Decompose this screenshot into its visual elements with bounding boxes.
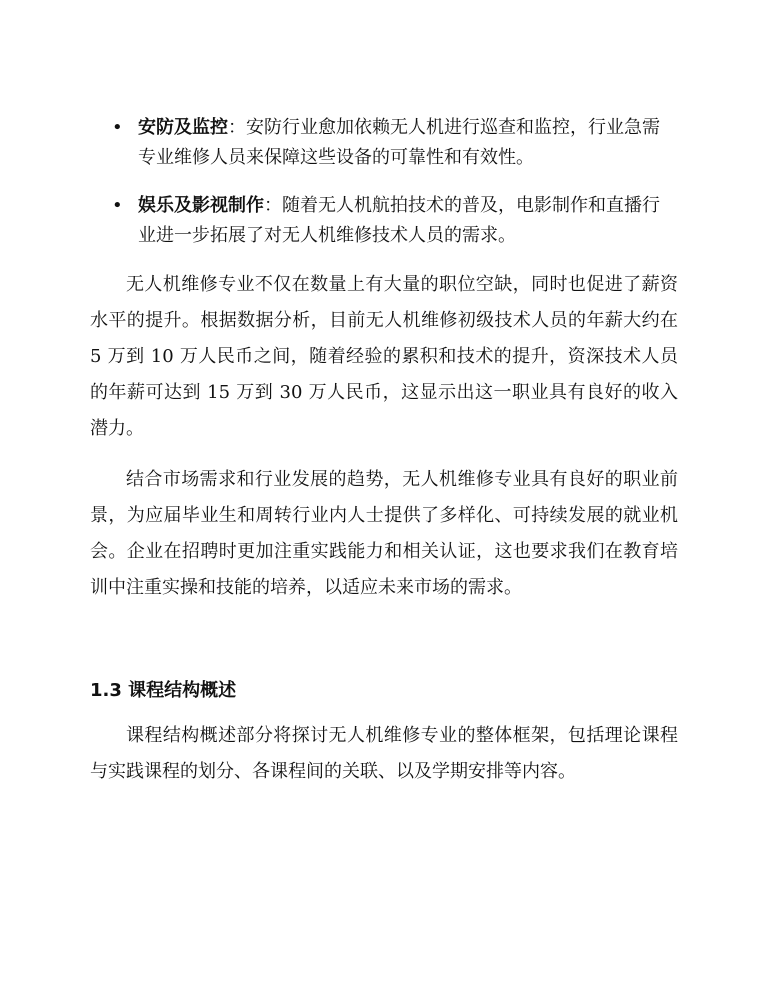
- bullet-dot: •: [112, 195, 123, 216]
- paragraph-course-structure: 课程结构概述部分将探讨无人机维修专业的整体框架，包括理论课程与实践课程的划分、各课程间的关联、以及学期安排等内容。: [90, 725, 678, 782]
- paragraph-prospects: 结合市场需求和行业发展的趋势，无人机维修专业具有良好的职业前景，为应届毕业生和周转行业内人士提供了多样化、可持续发展的就业机会。企业在招聘时更加注重实践能力和相关认证，这也要求我们在教育培训中注重实操和技能的培养，以适应未来市场的需求。: [90, 469, 678, 598]
- bullet-term: 娱乐及影视制作: [138, 195, 264, 216]
- bullet-separator: ：: [264, 195, 282, 216]
- bullet-separator: ：: [228, 117, 246, 138]
- paragraph-salary: 无人机维修专业不仅在数量上有大量的职位空缺，同时也促进了薪资水平的提升。根据数据分析，目前无人机维修初级技术人员的年薪大约在 5 万到 10 万人民币之间，随着经验的累积和技术的提升，资深技术人员的年薪可达到 15 万到 30 万人民币，这显示出这一职业具有良好的收入潜力。: [90, 274, 678, 439]
- bullet-item-security: [112, 113, 672, 173]
- bullet-description: 随着无人机航拍技术的普及，电影制作和直播行业进一步拓展了对无人机维修技术人员的需求。: [138, 195, 660, 246]
- bullet-description: 安防行业愈加依赖无人机进行巡查和监控，行业急需专业维修人员来保障这些设备的可靠性和有效性。: [138, 117, 660, 168]
- bullet-text: [138, 113, 672, 173]
- bullet-item-entertainment: [112, 191, 672, 251]
- bullet-text: [138, 191, 672, 251]
- section-heading: 1.3 课程结构概述: [90, 680, 237, 701]
- bullet-term: 安防及监控: [138, 117, 228, 138]
- bullet-dot: •: [112, 117, 123, 138]
